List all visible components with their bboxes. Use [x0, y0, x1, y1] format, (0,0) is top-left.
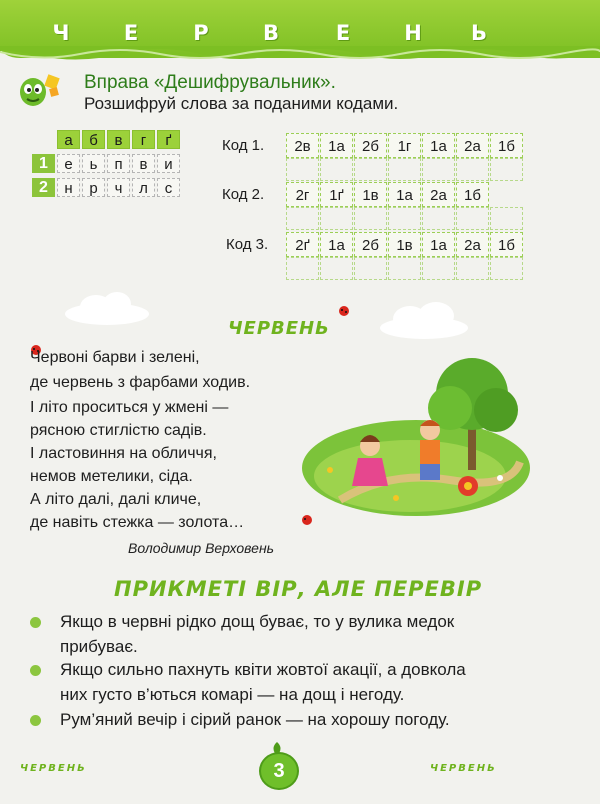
code-cell: 1а	[422, 133, 455, 158]
proverb-line: Якщо в червні рідко дощ буває, то у вулика медок	[60, 612, 455, 631]
answer-cell	[422, 257, 455, 280]
ladybug-icon	[338, 305, 350, 317]
month-letter: Е	[123, 21, 139, 45]
exercise-title: Вправа «Дешифрувальник».	[84, 72, 336, 93]
month-letter: Н	[404, 21, 422, 45]
answer-cell	[490, 257, 523, 280]
cipher-cell: с	[157, 178, 180, 197]
answer-cell	[490, 158, 523, 181]
month-letter: Р	[193, 21, 209, 45]
cipher-cell: в	[132, 154, 155, 173]
poem-line: немов метелики, сіда.	[30, 468, 193, 485]
answer-cell	[388, 207, 421, 230]
cipher-cell: н	[57, 178, 80, 197]
poem-line: де навіть стежка — золота…	[30, 514, 245, 531]
bullet-icon	[30, 715, 41, 726]
poem-line: А літо далі, далі кличе,	[30, 491, 202, 508]
bullet-icon	[30, 665, 41, 676]
answer-cell	[320, 257, 353, 280]
proverb-line: них густо в’ються комарі — на дощ і негоду.	[60, 685, 405, 704]
code-cell: 2а	[456, 232, 489, 257]
bullet-icon	[30, 617, 41, 628]
answer-cell	[320, 158, 353, 181]
answer-cell	[422, 207, 455, 230]
cipher-cell: ь	[82, 154, 105, 173]
answer-cell	[286, 207, 319, 230]
answer-cell	[456, 158, 489, 181]
cipher-cell: л	[132, 178, 155, 197]
cipher-header-cell: ґ	[157, 130, 180, 149]
answer-cell	[320, 207, 353, 230]
code-cell: 1б	[456, 182, 489, 207]
code-cell: 2ґ	[286, 232, 319, 257]
poem-title: ЧЕРВЕНЬ	[228, 318, 330, 339]
cipher-cell: и	[157, 154, 180, 173]
code-cell: 2б	[354, 232, 387, 257]
code-cell: 1а	[422, 232, 455, 257]
poem-line: І літо проситься у жмені —	[30, 399, 229, 416]
code-cell: 2г	[286, 182, 319, 207]
answer-cell	[354, 158, 387, 181]
month-letter: В	[262, 21, 279, 45]
code-label: Код 1.	[222, 137, 265, 154]
footer-label-left: ЧЕРВЕНЬ	[20, 763, 87, 774]
code-cell: 1б	[490, 133, 523, 158]
cloud-icon	[62, 290, 152, 326]
cipher-row-number: 2	[32, 178, 55, 197]
cipher-row-number: 1	[32, 154, 55, 173]
footer-label-right: ЧЕРВЕНЬ	[430, 763, 497, 774]
cipher-header-cell: в	[107, 130, 130, 149]
cipher-cell: р	[82, 178, 105, 197]
code-cell: 1а	[320, 133, 353, 158]
poem-author: Володимир Верховень	[128, 540, 275, 556]
poem-line: Червоні барви і зелені,	[30, 349, 200, 366]
answer-cell	[354, 257, 387, 280]
code-cell: 1а	[320, 232, 353, 257]
cipher-cell: ч	[107, 178, 130, 197]
code-cell: 2а	[456, 133, 489, 158]
answer-cell	[286, 257, 319, 280]
code-cell: 2б	[354, 133, 387, 158]
cloud-icon	[378, 300, 470, 340]
code-cell: 1г	[388, 133, 421, 158]
cipher-header-cell: б	[82, 130, 105, 149]
code-cell: 1в	[354, 182, 387, 207]
month-letter: Е	[335, 21, 351, 45]
code-cell: 2а	[422, 182, 455, 207]
answer-cell	[490, 207, 523, 230]
code-cell: 1б	[490, 232, 523, 257]
banner-wave	[0, 46, 600, 68]
month-letter: Ч	[52, 21, 70, 45]
mascot-icon	[16, 70, 60, 110]
proverb-line: прибуває.	[60, 637, 138, 656]
code-cell: 1в	[388, 232, 421, 257]
page-number: 3	[259, 752, 299, 790]
proverb-line: Рум’яний вечір і сірий ранок — на хорошу погоду.	[60, 710, 450, 729]
poem-line: де червень з фарбами ходив.	[30, 374, 251, 391]
month-letter: Ь	[470, 21, 487, 45]
exercise-instruction: Розшифруй слова за поданими кодами.	[84, 94, 399, 113]
answer-cell	[286, 158, 319, 181]
answer-cell	[388, 257, 421, 280]
proverbs-title: ПРИКМЕТІ ВІР, АЛЕ ПЕРЕВІР	[114, 577, 483, 601]
answer-cell	[388, 158, 421, 181]
poem-line: рясною стиглістю садів.	[30, 422, 207, 439]
cipher-header-cell: а	[57, 130, 80, 149]
answer-cell	[422, 158, 455, 181]
answer-cell	[456, 257, 489, 280]
code-cell: 2в	[286, 133, 319, 158]
code-cell: 1ґ	[320, 182, 353, 207]
cipher-cell: е	[57, 154, 80, 173]
children-meadow-illustration	[300, 350, 532, 518]
code-cell: 1а	[388, 182, 421, 207]
code-label: Код 2.	[222, 186, 265, 203]
code-label: Код 3.	[226, 236, 269, 253]
cipher-cell: п	[107, 154, 130, 173]
answer-cell	[354, 207, 387, 230]
cipher-header-cell: г	[132, 130, 155, 149]
proverb-line: Якщо сильно пахнуть квіти жовтої акації, а довкола	[60, 660, 466, 679]
poem-line: І ластовиння на обличчя,	[30, 445, 217, 462]
answer-cell	[456, 207, 489, 230]
